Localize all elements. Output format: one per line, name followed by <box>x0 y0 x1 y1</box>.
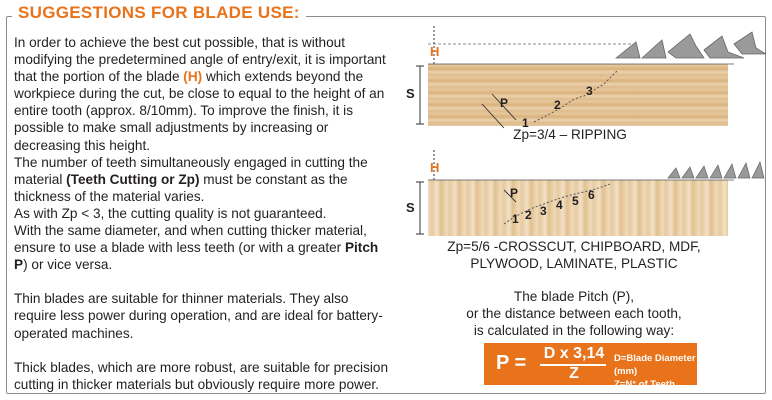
paragraph-thin-blades: Thin blades are suitable for thinner materials. They also require less power during operation, and are ideal for battery-operated machines. <box>14 291 383 341</box>
tooth-number: 2 <box>525 208 532 222</box>
s-label-crosscut: S <box>406 200 415 215</box>
body-text <box>14 34 392 393</box>
crosscut-blade-svg <box>404 148 766 240</box>
pitch-bold: Pitch P <box>14 240 379 273</box>
paragraph-zp-warning: As with Zp < 3, the cutting quality is not guaranteed. <box>14 205 327 221</box>
tooth-number: 5 <box>572 194 579 208</box>
formula-denominator: Z <box>569 365 579 382</box>
ripping-diagram <box>404 24 766 136</box>
pitch-description: The blade Pitch (P), or the distance between each tooth, is calculated in the following way: <box>466 289 682 338</box>
pitch-formula <box>484 343 697 390</box>
h-label-crosscut: H <box>430 160 440 175</box>
tooth-number: 2 <box>554 98 561 112</box>
paragraph-thicker: With the same diameter, and when cutting thicker material, ensure to use a blade with less teeth (or with a greater Pitch P) or vice versa. <box>14 223 379 273</box>
section-heading: SUGGESTIONS FOR BLADE USE: <box>12 3 306 23</box>
p-label-ripping: P <box>500 96 509 110</box>
ripping-caption: Zp=3/4 – RIPPING <box>513 127 627 142</box>
tooth-number: 6 <box>588 188 595 202</box>
ripping-blade-svg <box>404 24 766 136</box>
paragraph-teeth: The number of teeth simultaneously engaged in cutting the material (Teeth Cutting or Zp) must be constant as the thickness of the material varies. <box>14 154 368 204</box>
h-label-ripping: H <box>430 44 440 59</box>
tooth-number: 3 <box>586 84 593 98</box>
tooth-number: 1 <box>522 116 529 130</box>
paragraph-thick-blades: Thick blades, which are more robust, are suitable for precision cutting in thicker materials but obviously require more power. <box>14 359 389 392</box>
tooth-number: 1 <box>512 212 519 226</box>
tooth-number: 3 <box>540 204 547 218</box>
h-highlight: (H) <box>183 69 203 85</box>
p-label-crosscut: P <box>510 186 519 200</box>
paragraph-height: In order to achieve the best cut possible, that is without modifying the predetermined angle of entry/exit, it is important that the portion of the blade (H) which extends beyond the workpiece during the cut, be close to equal to the height of an entire tooth (approx. 8/10mm). To improve the finish, it is possible to make small adjustments by increasing or decreasing this height. <box>14 35 386 153</box>
crosscut-diagram <box>404 148 766 240</box>
formula-lhs: P = <box>496 352 527 374</box>
crosscut-caption: Zp=5/6 -CROSSCUT, CHIPBOARD, MDF, PLYWOOD, LAMINATE, PLASTIC <box>447 239 701 271</box>
tooth-number: 4 <box>556 198 563 212</box>
formula-legend: D=Blade Diameter (mm) Z=N° of Teeth <box>614 353 696 390</box>
s-label-ripping: S <box>406 86 415 101</box>
zp-bold: (Teeth Cutting or Zp) <box>66 171 200 187</box>
formula-numerator: D x 3,14 <box>543 345 605 362</box>
